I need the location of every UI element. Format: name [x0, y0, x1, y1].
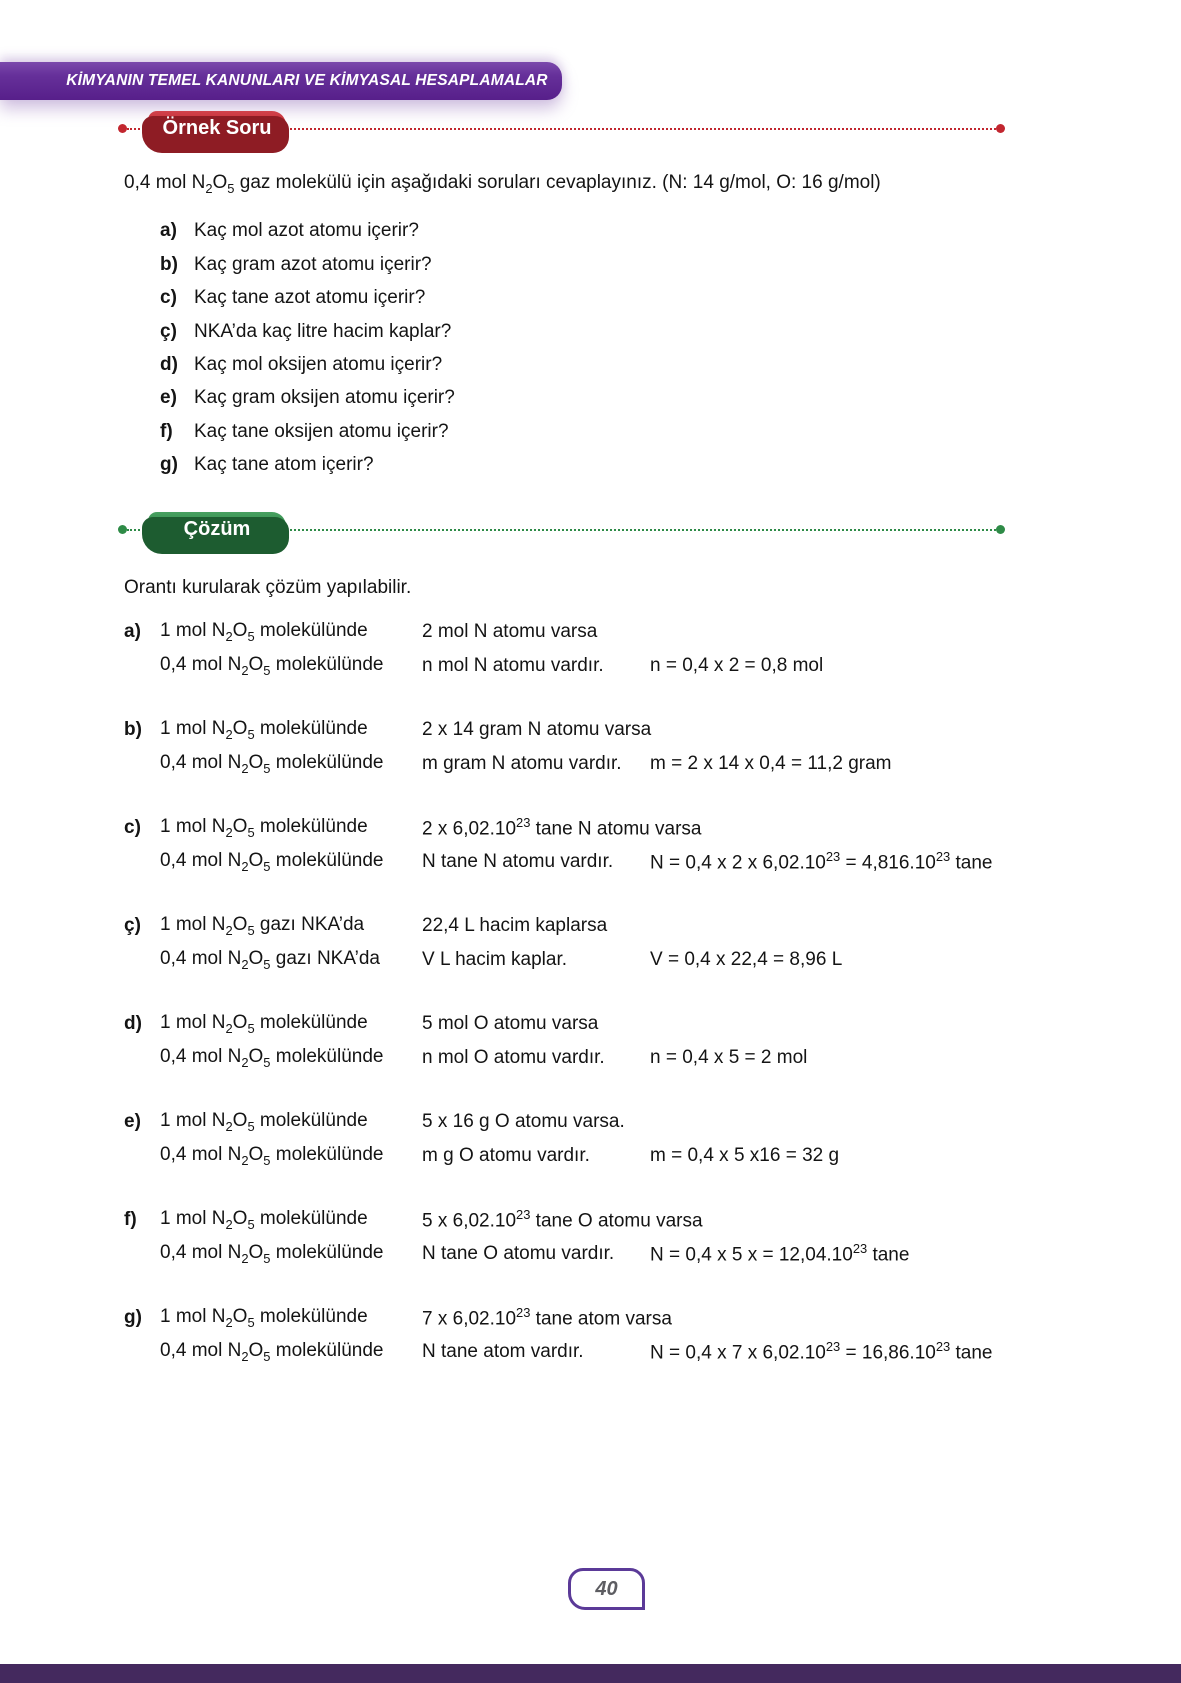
item-text: NKA’da kaç litre hacim kaplar? [194, 320, 452, 342]
proportion-left: 1 mol $N_2O_5$ molekülünde [160, 1208, 368, 1232]
solution-row [124, 1041, 1154, 1075]
item-text: Kaç tane atom içerir? [194, 454, 374, 476]
proportion-right: m gram N atomu vardır. [422, 753, 622, 774]
proportion-right: 2 x 14 gram N atomu varsa [422, 719, 652, 740]
solution-row [124, 713, 1154, 747]
question-item [160, 415, 1124, 448]
proportion-left: 1 mol $N_2O_5$ molekülünde [160, 1110, 368, 1134]
solution-row [124, 909, 1154, 943]
block-label: e) [124, 1111, 141, 1132]
solution-row [124, 1203, 1154, 1237]
solution-row [124, 1007, 1154, 1041]
block-label: f) [124, 1209, 137, 1230]
proportion-right: 22,4 L hacim kaplarsa [422, 915, 608, 936]
proportion-right: 2 mol N atomu varsa [422, 621, 598, 642]
equation: m = 0,4 x 5 x16 = 32 g [650, 1145, 840, 1166]
proportion-left: 0,4 mol $N_2O_5$ molekülünde [160, 1046, 384, 1070]
item-text: Kaç gram azot atomu içerir? [194, 253, 432, 275]
block-label: c) [124, 817, 141, 838]
proportion-right: N tane O atomu vardır. [422, 1243, 615, 1264]
dotted-line-end-dot [996, 525, 1005, 534]
proportion-right: 5 x 6,02.10$^{23}$ tane O atomu varsa [422, 1207, 703, 1232]
dotted-line-start-dot [118, 124, 127, 133]
ornek-soru-row [118, 110, 1005, 147]
equation: N = 0,4 x 2 x $6,02.10^{23} = 4,816.10^{23}$ tane [650, 849, 993, 874]
proportion-right: N tane N atomu vardır. [422, 851, 614, 872]
proportion-left: 0,4 mol $N_2O_5$ molekülünde [160, 1144, 384, 1168]
equation: n = 0,4 x 2 = 0,8 mol [650, 655, 824, 676]
question-item [160, 382, 1124, 415]
proportion-left: 0,4 mol $N_2O_5$ gazı NKA’da [160, 948, 380, 972]
proportion-right: 7 x 6,02.10$^{23}$ tane atom varsa [422, 1305, 672, 1330]
question-item [160, 449, 1124, 482]
chapter-header-banner [0, 62, 562, 100]
proportion-left: 1 mol $N_2O_5$ molekülünde [160, 1012, 368, 1036]
question-section [124, 170, 1124, 482]
equation: V = 0,4 x 22,4 = 8,96 L [650, 949, 843, 970]
cozum-row [118, 511, 1005, 548]
item-text: Kaç tane oksijen atomu içerir? [194, 420, 449, 442]
item-label: b) [160, 253, 178, 275]
question-item [160, 282, 1124, 315]
proportion-right: m g O atomu vardır. [422, 1145, 590, 1166]
item-text: Kaç tane azot atomu içerir? [194, 287, 426, 309]
solution-blocks [124, 615, 1154, 1369]
question-item [160, 348, 1124, 381]
item-text: Kaç mol azot atomu içerir? [194, 220, 419, 242]
proportion-left: 1 mol $N_2O_5$ molekülünde [160, 718, 368, 742]
solution-row [124, 649, 1154, 683]
solution-block-g [124, 1301, 1154, 1369]
solution-block-a [124, 615, 1154, 683]
question-item [160, 315, 1124, 348]
cozum-badge [148, 512, 286, 548]
proportion-left: 1 mol $N_2O_5$ molekülünde [160, 816, 368, 840]
solution-block-b [124, 713, 1154, 781]
proportion-left: 0,4 mol $N_2O_5$ molekülünde [160, 1242, 384, 1266]
cozum-badge-label: Çözüm [183, 518, 251, 540]
solution-row [124, 1335, 1154, 1369]
solution-block-e [124, 1105, 1154, 1173]
chapter-title: KİMYANIN TEMEL KANUNLARI VE KİMYASAL HESAPLAMALAR [66, 72, 548, 89]
proportion-left: 0,4 mol $N_2O_5$ molekülünde [160, 654, 384, 678]
solution-row [124, 615, 1154, 649]
dotted-line-end-dot [996, 124, 1005, 133]
solution-block-d [124, 1007, 1154, 1075]
block-label: b) [124, 719, 142, 740]
item-label: c) [160, 287, 177, 309]
solution-block-c [124, 811, 1154, 879]
proportion-right: 5 x 16 g O atomu varsa. [422, 1111, 625, 1132]
item-label: f) [160, 420, 173, 442]
solution-row [124, 845, 1154, 879]
dotted-line [286, 529, 996, 531]
equation: n = 0,4 x 5 = 2 mol [650, 1047, 808, 1068]
solution-block-f [124, 1203, 1154, 1271]
solution-section [124, 575, 1154, 1399]
proportion-right: N tane atom vardır. [422, 1341, 584, 1362]
question-item [160, 215, 1124, 248]
proportion-right: n mol O atomu vardır. [422, 1047, 605, 1068]
proportion-left: 1 mol $N_2O_5$ molekülünde [160, 1306, 368, 1330]
item-label: ç) [160, 320, 177, 342]
page-number: 40 [595, 1577, 618, 1600]
dotted-line-start-dot [118, 525, 127, 534]
item-text: Kaç gram oksijen atomu içerir? [194, 387, 455, 409]
footer-bar [0, 1664, 1181, 1683]
block-label: a) [124, 621, 141, 642]
dotted-line [286, 128, 996, 130]
solution-row [124, 943, 1154, 977]
equation: m = 2 x 14 x 0,4 = 11,2 gram [650, 753, 892, 774]
item-label: d) [160, 354, 178, 376]
solution-row [124, 811, 1154, 845]
equation: N = 0,4 x 7 x $6,02.10^{23} = 16,86.10^{23}$ tane [650, 1339, 993, 1364]
item-text: Kaç mol oksijen atomu içerir? [194, 354, 443, 376]
block-label: ç) [124, 915, 141, 936]
ornek-soru-badge [148, 111, 286, 147]
solution-intro: Orantı kurularak çözüm yapılabilir. [124, 577, 412, 598]
proportion-left: 0,4 mol $N_2O_5$ molekülünde [160, 850, 384, 874]
item-label: e) [160, 387, 177, 409]
question-intro: 0,4 mol $N_2O_5$ gaz molekülü için aşağıdaki soruları cevaplayınız. (N: 14 g/mol, O: 16 g/mol) [124, 172, 881, 196]
proportion-right: n mol N atomu vardır. [422, 655, 604, 676]
solution-row [124, 1105, 1154, 1139]
proportion-right: 5 mol O atomu varsa [422, 1013, 599, 1034]
question-items [160, 215, 1124, 482]
proportion-right: 2 x 6,02.10$^{23}$ tane N atomu varsa [422, 815, 702, 840]
item-label: g) [160, 454, 178, 476]
proportion-left: 0,4 mol $N_2O_5$ molekülünde [160, 752, 384, 776]
block-label: d) [124, 1013, 142, 1034]
page-number-badge [568, 1568, 645, 1610]
question-item [160, 248, 1124, 281]
solution-row [124, 1139, 1154, 1173]
solution-block-c-cedilla [124, 909, 1154, 977]
proportion-left: 0,4 mol $N_2O_5$ molekülünde [160, 1340, 384, 1364]
item-label: a) [160, 220, 177, 242]
equation: N = 0,4 x 5 $x = 12,04.10^{23}$ tane [650, 1241, 910, 1266]
solution-row [124, 1237, 1154, 1271]
proportion-right: V L hacim kaplar. [422, 949, 568, 970]
solution-row [124, 747, 1154, 781]
solution-row [124, 1301, 1154, 1335]
proportion-left: 1 mol $N_2O_5$ gazı NKA’da [160, 914, 365, 938]
ornek-soru-badge-label: Örnek Soru [162, 117, 272, 139]
block-label: g) [124, 1307, 142, 1328]
proportion-left: 1 mol $N_2O_5$ molekülünde [160, 620, 368, 644]
